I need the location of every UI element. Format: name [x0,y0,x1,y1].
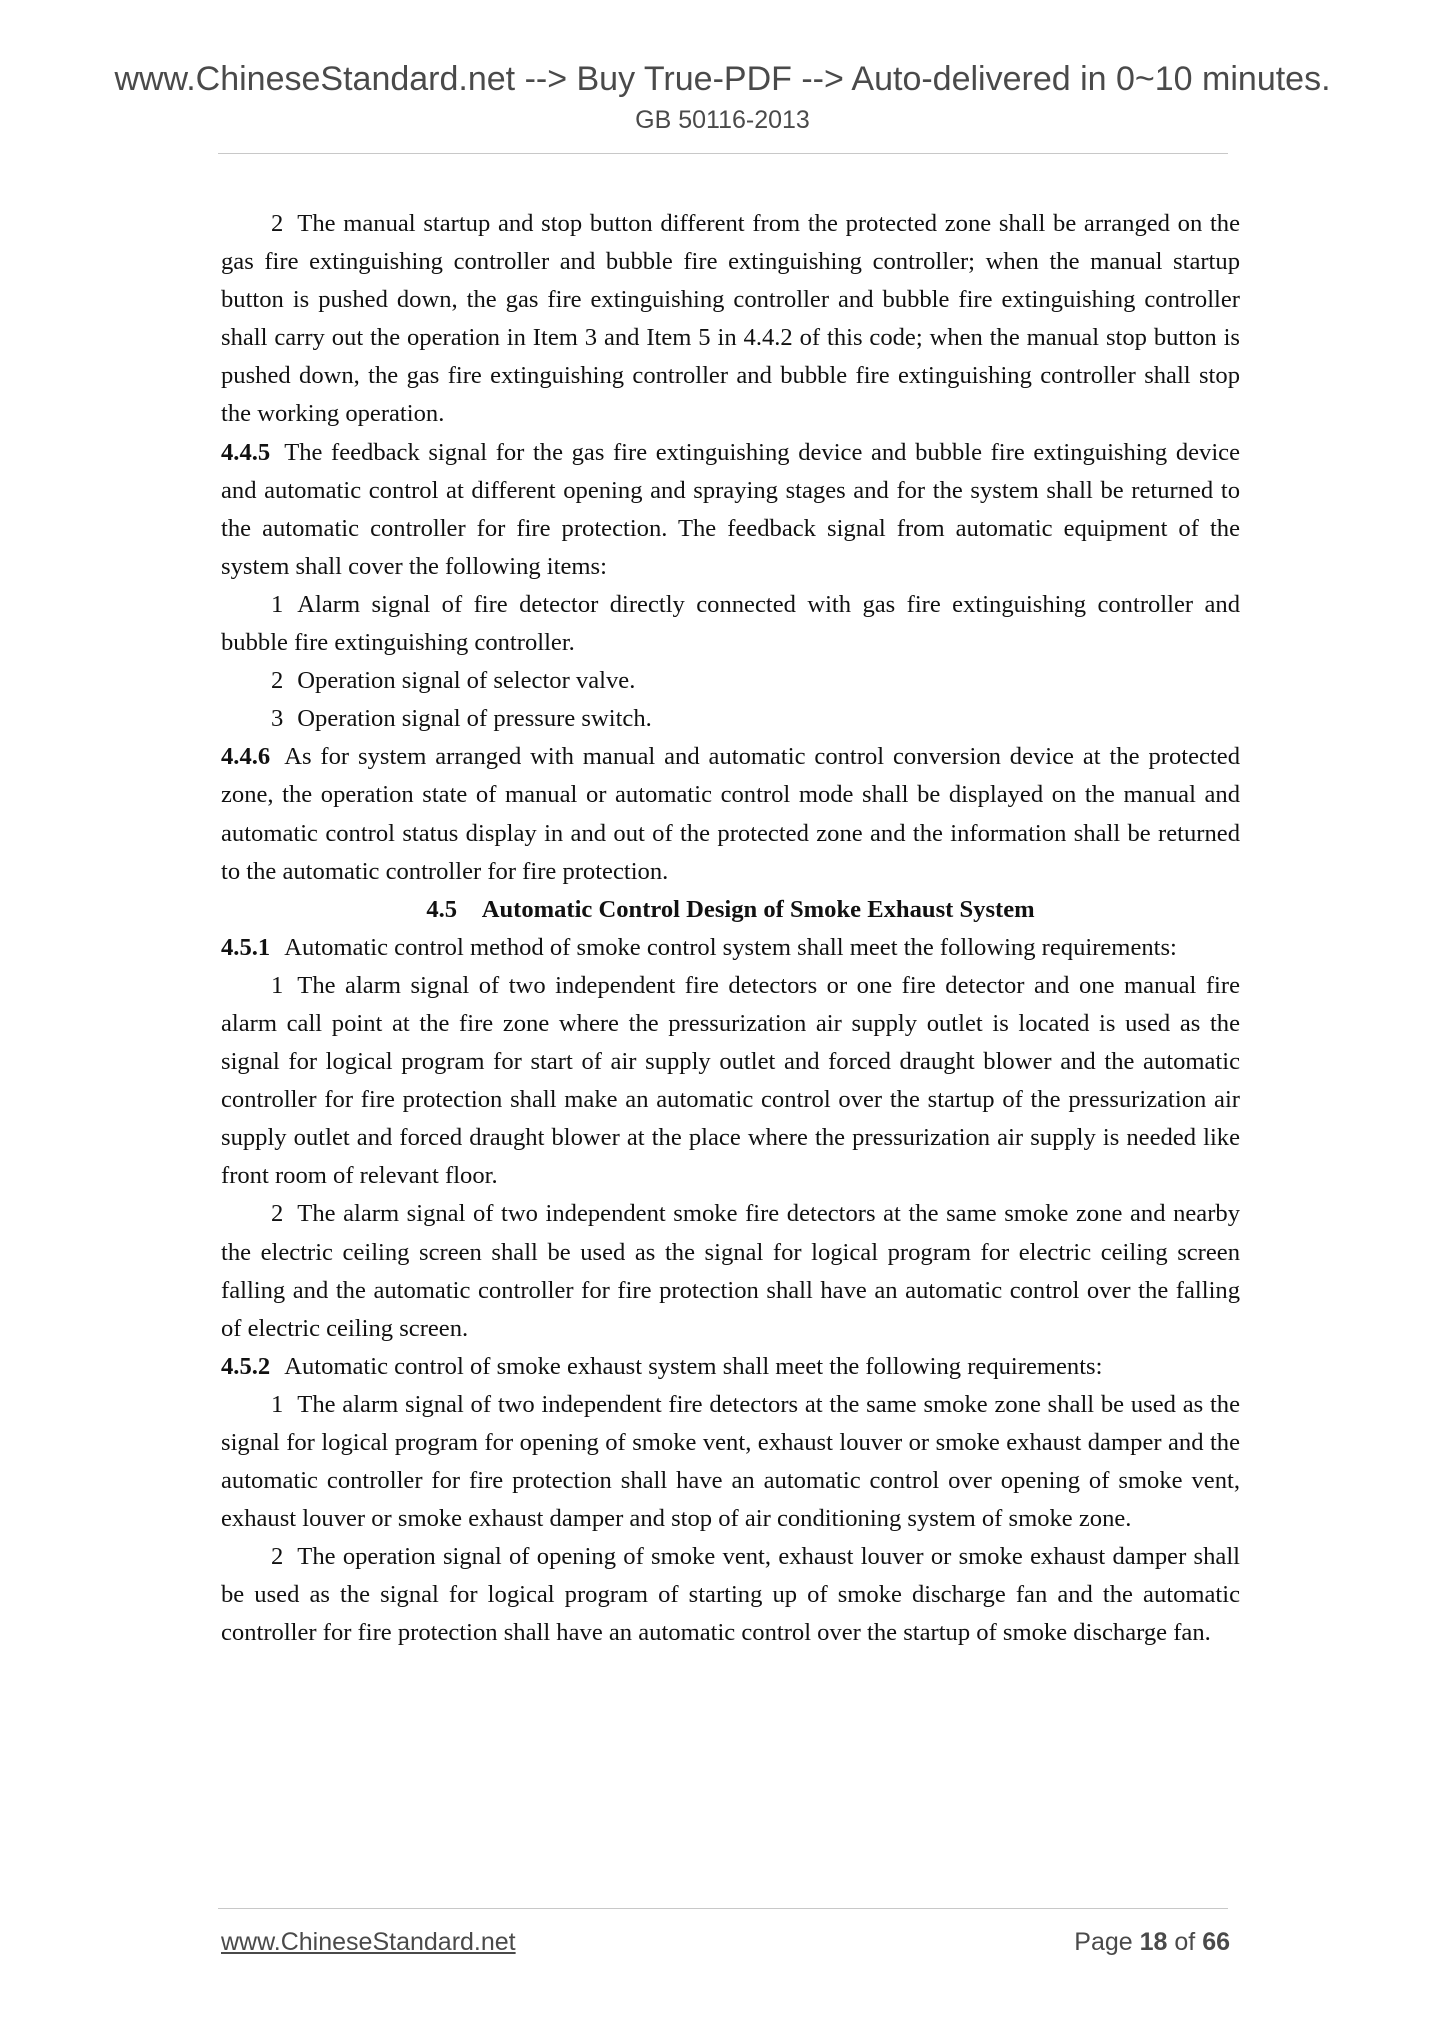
page-indicator [1074,1928,1230,1957]
list-item [221,1386,1240,1538]
current-page-number: 18 [1139,1928,1168,1956]
clause-4-4-5 [221,434,1240,586]
clause-number: 4.4.5 [221,438,271,466]
item-number: 1 [271,590,284,618]
item-text: The operation signal of opening of smoke vent, exhaust louver or smoke exhaust damper shall be used as the signal for logical program of starting up of smoke discharge fan and the automatic controller for fire protection shall have an automatic control over the startup of smoke discharge fan. [221,1543,1240,1647]
item-number: 1 [271,971,284,999]
clause-4-4-6 [221,738,1240,890]
page-of: of [1167,1928,1203,1956]
clause-text: The feedback signal for the gas fire extinguishing device and bubble fire extinguishing device and automatic control at different opening and spraying stages and for the system shall be returned to the automatic controller for fire protection. The feedback signal from automatic equipment of the system shall cover the following items: [221,438,1240,580]
clause-number: 4.4.6 [221,743,271,771]
footer-website-link[interactable]: www.ChineseStandard.net [221,1928,516,1956]
list-item [221,1538,1240,1652]
clause-number: 4.5.1 [221,933,271,961]
item-text: The manual startup and stop button different from the protected zone shall be arranged on the gas fire extinguishing controller and bubble fire extinguishing controller; when the manual startup button is pushed down, the gas fire extinguishing controller and bubble fire extinguishing controller shall carry out the operation in Item 3 and Item 5 in 4.4.2 of this code; when the manual stop button is pushed down, the gas fire extinguishing controller and bubble fire extinguishing controller shall stop the working operation. [221,210,1240,428]
item-number: 2 [271,667,284,695]
standard-code: GB 50116-2013 [635,106,810,134]
clause-number: 4.5.2 [221,1352,271,1380]
item-number: 2 [271,210,284,237]
list-item [221,662,1240,700]
header-banner: www.ChineseStandard.net --> Buy True-PDF --> Auto-delivered in 0~10 minutes. [114,60,1331,98]
footer-divider [218,1908,1228,1909]
item-text: The alarm signal of two independent smoke fire detectors at the same smoke zone and nearby the electric ceiling screen shall be used as the signal for logical program for electric ceiling screen falling and the automatic controller for fire protection shall have an automatic control over the falling of electric ceiling screen. [221,1200,1240,1342]
clause-4-5-1 [221,929,1240,967]
list-item [221,586,1240,662]
paragraph-item-2 [221,205,1240,434]
clause-4-5-2 [221,1348,1240,1386]
list-item [221,1195,1240,1347]
clause-text: As for system arranged with manual and automatic control conversion device at the protected zone, the operation state of manual or automatic control mode shall be displayed on the manual and automatic control status display in and out of the protected zone and the information shall be returned to the automatic controller for fire protection. [221,743,1240,885]
item-number: 1 [271,1390,284,1418]
clause-text: Automatic control of smoke exhaust system shall meet the following requirements: [284,1352,1103,1380]
total-pages: 66 [1202,1928,1230,1956]
document-body [221,205,1240,1653]
item-text: Operation signal of pressure switch. [297,705,652,733]
section-title: 4.5 Automatic Control Design of Smoke Exhaust System [426,895,1035,923]
list-item [221,967,1240,1196]
item-text: The alarm signal of two independent fire detectors at the same smoke zone shall be used as the signal for logical program for opening of smoke vent, exhaust louver or smoke exhaust damper and the automatic controller for fire protection shall have an automatic control over opening of smoke vent, exhaust louver or smoke exhaust damper and stop of air conditioning system of smoke zone. [221,1390,1240,1533]
page-prefix: Page [1074,1928,1140,1956]
list-item [221,700,1240,738]
item-text: Operation signal of selector valve. [297,667,636,695]
item-text: The alarm signal of two independent fire detectors or one fire detector and one manual fire alarm call point at the fire zone where the pressurization air supply outlet is located is used as the signal for logical program for start of air supply outlet and forced draught blower and the automatic controller for fire protection shall make an automatic control over the startup of the pressurization air supply outlet and forced draught blower at the place where the pressurization air supply is needed like front room of relevant floor. [221,971,1240,1190]
header-divider [218,153,1228,154]
item-number: 2 [271,1543,284,1571]
item-number: 3 [271,705,284,733]
item-number: 2 [271,1200,284,1228]
clause-text: Automatic control method of smoke control system shall meet the following requirements: [284,933,1177,961]
item-text: Alarm signal of fire detector directly connected with gas fire extinguishing controller and bubble fire extinguishing controller. [221,590,1240,657]
